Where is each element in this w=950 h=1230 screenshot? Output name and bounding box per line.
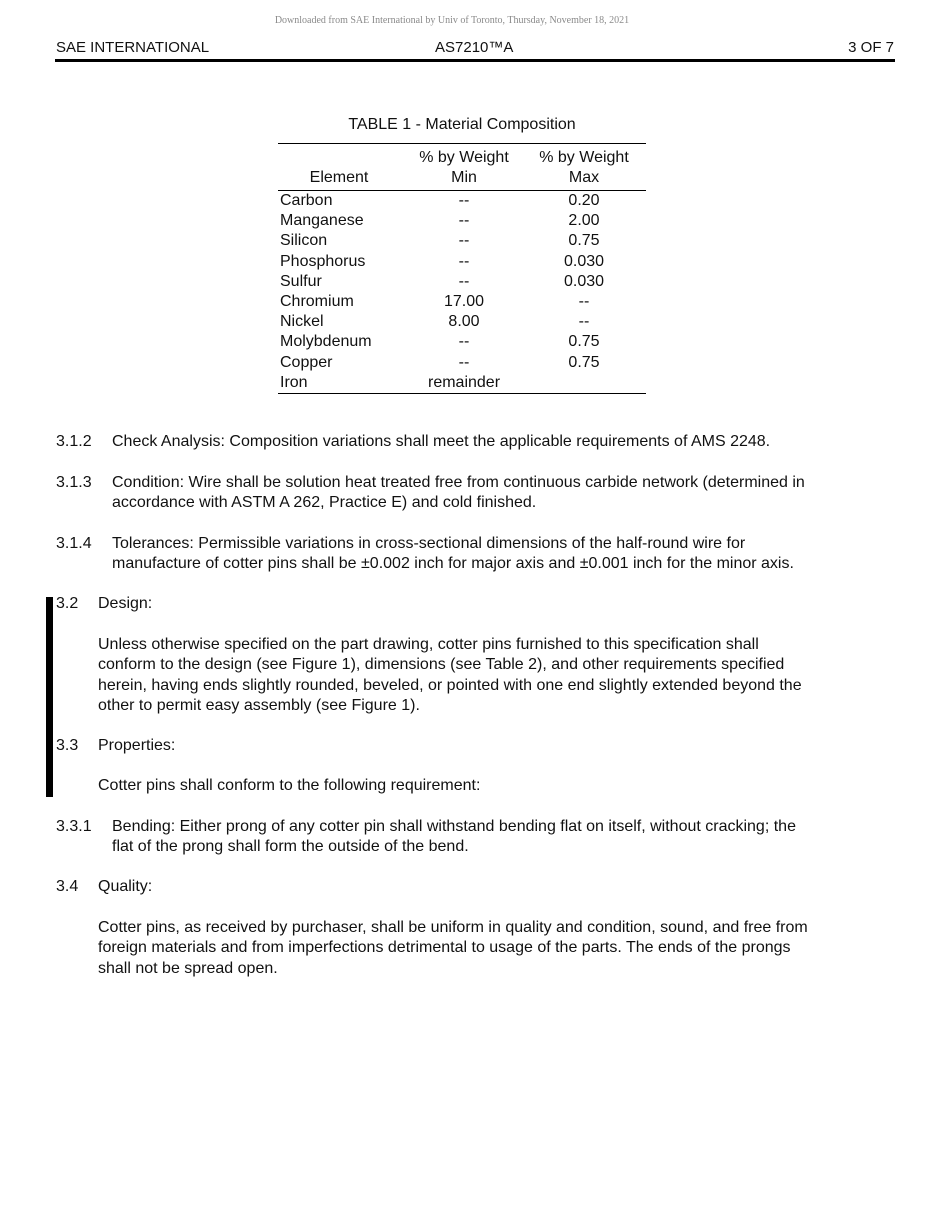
cell-element: Molybdenum xyxy=(280,333,372,351)
text-line: Condition: Wire shall be solution heat treated free from continuous carbide network (determined in xyxy=(112,474,805,491)
table-row xyxy=(278,252,646,272)
col-header-min-line2: Min xyxy=(451,169,477,186)
cell-min: 8.00 xyxy=(448,313,480,331)
text-line: Bending: Either prong of any cotter pin shall withstand bending flat on itself, without cracking; the xyxy=(112,818,796,835)
cell-max: 0.75 xyxy=(568,232,600,250)
download-watermark: Downloaded from SAE International by Univ of Toronto, Thursday, November 18, 2021 xyxy=(274,15,630,26)
table-row xyxy=(278,292,646,312)
text-line: conform to the design (see Figure 1), dimensions (see Table 2), and other requirements specified xyxy=(98,656,785,674)
cell-max: 0.20 xyxy=(568,192,600,209)
section-3-3-text: Cotter pins shall conform to the following requirement: xyxy=(98,777,481,794)
cell-max: 0.75 xyxy=(568,353,600,371)
text-line: accordance with ASTM A 262, Practice E) and cold finished. xyxy=(112,494,537,512)
text-line: herein, having ends slightly rounded, beveled, or pointed with one end slightly extended beyond the xyxy=(98,676,802,694)
table-row xyxy=(278,332,646,352)
header-organization: SAE INTERNATIONAL xyxy=(56,39,210,56)
revision-change-bar xyxy=(46,597,53,797)
section-number-3-4: 3.4 xyxy=(56,878,79,895)
section-number-3-1-2: 3.1.2 xyxy=(56,433,92,450)
text-line: foreign materials and from imperfections detrimental to usage of the parts. The ends of the prongs xyxy=(98,939,791,957)
cell-element: Iron xyxy=(280,373,308,391)
section-3-2-text xyxy=(98,635,802,716)
cell-min: remainder xyxy=(427,373,501,391)
section-3-4-text xyxy=(98,918,808,979)
col-header-element: Element xyxy=(309,169,369,186)
section-3-1-2-text: Check Analysis: Composition variations shall meet the applicable requirements of AMS 2248. xyxy=(112,433,771,450)
cell-max: 0.030 xyxy=(563,272,605,290)
text-line: other to permit easy assembly (see Figure 1). xyxy=(98,696,420,714)
table-row xyxy=(278,272,646,292)
cell-element: Sulfur xyxy=(280,272,322,290)
cell-min: 17.00 xyxy=(443,292,485,310)
section-number-3-2: 3.2 xyxy=(56,595,79,612)
col-header-max-line1: % by Weight xyxy=(539,149,629,166)
section-number-3-1-3: 3.1.3 xyxy=(56,474,92,491)
table-row xyxy=(278,191,646,211)
section-3-1-3-text xyxy=(112,473,805,514)
cell-max: -- xyxy=(578,313,590,331)
table-row xyxy=(278,211,646,231)
text-line: Unless otherwise specified on the part drawing, cotter pins furnished to this specification shall xyxy=(98,636,759,653)
cell-element: Manganese xyxy=(280,212,364,230)
col-header-max xyxy=(524,148,644,188)
cell-min: -- xyxy=(458,353,470,371)
text-line: manufacture of cotter pins shall be ±0.002 inch for major axis and ±0.001 inch for the minor axis. xyxy=(112,555,794,573)
cell-element: Silicon xyxy=(280,232,328,250)
col-header-min xyxy=(404,148,524,188)
cell-max: 2.00 xyxy=(568,212,600,230)
cell-max: -- xyxy=(578,292,590,310)
header-document-number: AS7210™A xyxy=(435,39,514,56)
table-row xyxy=(278,373,646,393)
section-number-3-1-4: 3.1.4 xyxy=(56,535,92,552)
cell-element: Nickel xyxy=(280,313,324,331)
cell-min: -- xyxy=(458,232,470,250)
section-3-3-title: Properties: xyxy=(98,737,176,754)
cell-max: 0.75 xyxy=(568,333,600,351)
table-header xyxy=(278,144,646,191)
table-row xyxy=(278,312,646,332)
section-3-1-4-text xyxy=(112,534,794,575)
cell-element: Carbon xyxy=(280,192,333,209)
text-line: Tolerances: Permissible variations in cross-sectional dimensions of the half-round wire for xyxy=(112,535,746,552)
table-title: TABLE 1 - Material Composition xyxy=(348,116,576,133)
section-3-3-1-text xyxy=(112,817,796,858)
table-row xyxy=(278,231,646,251)
section-number-3-3-1: 3.3.1 xyxy=(56,818,92,835)
table-row xyxy=(278,353,646,373)
text-line: Cotter pins, as received by purchaser, shall be uniform in quality and condition, sound, and free from xyxy=(98,919,808,936)
text-line: flat of the prong shall form the outside of the bend. xyxy=(112,838,469,856)
text-line: shall not be spread open. xyxy=(98,959,278,977)
cell-min: -- xyxy=(458,333,470,351)
cell-min: -- xyxy=(458,272,470,290)
col-header-max-line2: Max xyxy=(568,169,600,186)
cell-element: Copper xyxy=(280,353,333,371)
header-page-number: 3 OF 7 xyxy=(848,39,894,56)
cell-min: -- xyxy=(458,192,470,209)
cell-element: Chromium xyxy=(280,292,354,310)
section-3-2-title: Design: xyxy=(98,595,153,612)
col-header-min-line1: % by Weight xyxy=(419,149,509,166)
cell-min: -- xyxy=(458,212,470,230)
header-rule xyxy=(55,59,895,62)
cell-max: 0.030 xyxy=(563,252,605,270)
cell-min: -- xyxy=(458,252,470,270)
cell-element: Phosphorus xyxy=(280,252,366,270)
section-number-3-3: 3.3 xyxy=(56,737,79,754)
material-composition-table xyxy=(278,143,646,394)
section-3-4-title: Quality: xyxy=(98,878,153,895)
